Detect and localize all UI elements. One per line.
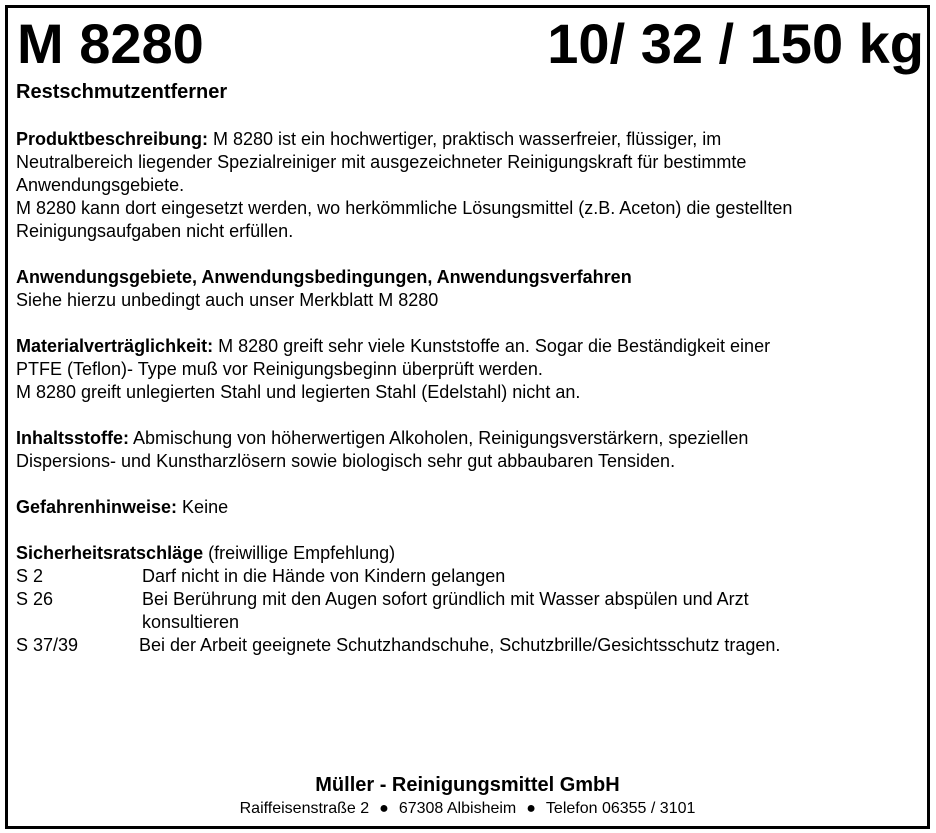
safety-item-code: S 37/39 — [16, 635, 79, 655]
company-name: Müller - Reinigungsmittel GmbH — [315, 774, 620, 796]
compatibility-section — [16, 335, 916, 404]
address-street: Raiffeisenstraße 2 — [239, 800, 370, 817]
company-address — [8, 799, 927, 819]
ingredients-text-2: Dispersions- und Kunstharzlösern sowie biologisch sehr gut abbaubaren Tensiden. — [16, 451, 676, 471]
safety-item — [16, 565, 916, 588]
compatibility-label: Materialverträglichkeit: — [16, 336, 214, 356]
product-description-text-4: M 8280 kann dort eingesetzt werden, wo herkömmliche Lösungsmittel (z.B. Aceton) die gestellten — [16, 198, 793, 218]
product-description-text-2: Neutralbereich liegender Spezialreiniger mit ausgezeichneter Reinigungskraft für bestimmte — [16, 152, 747, 172]
document-body — [16, 128, 916, 657]
ingredients-text-1: Abmischung von höherwertigen Alkoholen, Reinigungsverstärkern, speziellen — [129, 428, 749, 448]
application-label: Anwendungsgebiete, Anwendungsbedingungen, Anwendungsverfahren — [16, 267, 632, 287]
safety-section — [16, 542, 916, 657]
product-code: M 8280 — [17, 12, 204, 75]
bullet-icon: ● — [379, 800, 389, 817]
product-description-text-3: Anwendungsgebiete. — [16, 175, 185, 195]
safety-item-text: Bei Berührung mit den Augen sofort gründlich mit Wasser abspülen und Arzt konsultieren — [142, 589, 749, 632]
address-city: 67308 Albisheim — [398, 800, 517, 817]
hazards-text: Keine — [177, 497, 229, 517]
product-description-section — [16, 128, 916, 243]
hazards-label: Gefahrenhinweise: — [16, 497, 178, 517]
container-weights: 10/ 32 / 150 kg — [547, 12, 924, 75]
safety-label: Sicherheitsratschläge — [16, 543, 204, 563]
ingredients-label: Inhaltsstoffe: — [16, 428, 130, 448]
safety-item-code: S 2 — [16, 566, 44, 586]
address-phone: Telefon 06355 / 3101 — [545, 800, 696, 817]
ingredients-section — [16, 427, 916, 473]
compatibility-text-1: M 8280 greift sehr viele Kunststoffe an. Sogar die Beständigkeit einer — [213, 336, 771, 356]
bullet-icon: ● — [526, 800, 536, 817]
document-frame — [5, 5, 930, 829]
application-text: Siehe hierzu unbedingt auch unser Merkblatt M 8280 — [16, 290, 439, 310]
safety-item-text: Bei der Arbeit geeignete Schutzhandschuhe, Schutzbrille/Gesichtsschutz tragen. — [139, 635, 781, 655]
compatibility-text-2: PTFE (Teflon)- Type muß vor Reinigungsbeginn überprüft werden. — [16, 359, 543, 379]
product-subtitle: Restschmutzentferner — [16, 81, 228, 103]
product-description-label: Produktbeschreibung: — [16, 129, 209, 149]
safety-note: (freiwillige Empfehlung) — [203, 543, 396, 563]
safety-item-text: Darf nicht in die Hände von Kindern gelangen — [142, 566, 506, 586]
hazards-section — [16, 496, 916, 519]
product-description-text-1: M 8280 ist ein hochwertiger, praktisch wasserfreier, flüssiger, im — [208, 129, 722, 149]
safety-item — [16, 588, 916, 634]
product-description-text-5: Reinigungsaufgaben nicht erfüllen. — [16, 221, 294, 241]
safety-item-code: S 26 — [16, 589, 54, 609]
safety-item — [16, 634, 916, 657]
compatibility-text-3: M 8280 greift unlegierten Stahl und legierten Stahl (Edelstahl) nicht an. — [16, 382, 581, 402]
application-section — [16, 266, 916, 312]
